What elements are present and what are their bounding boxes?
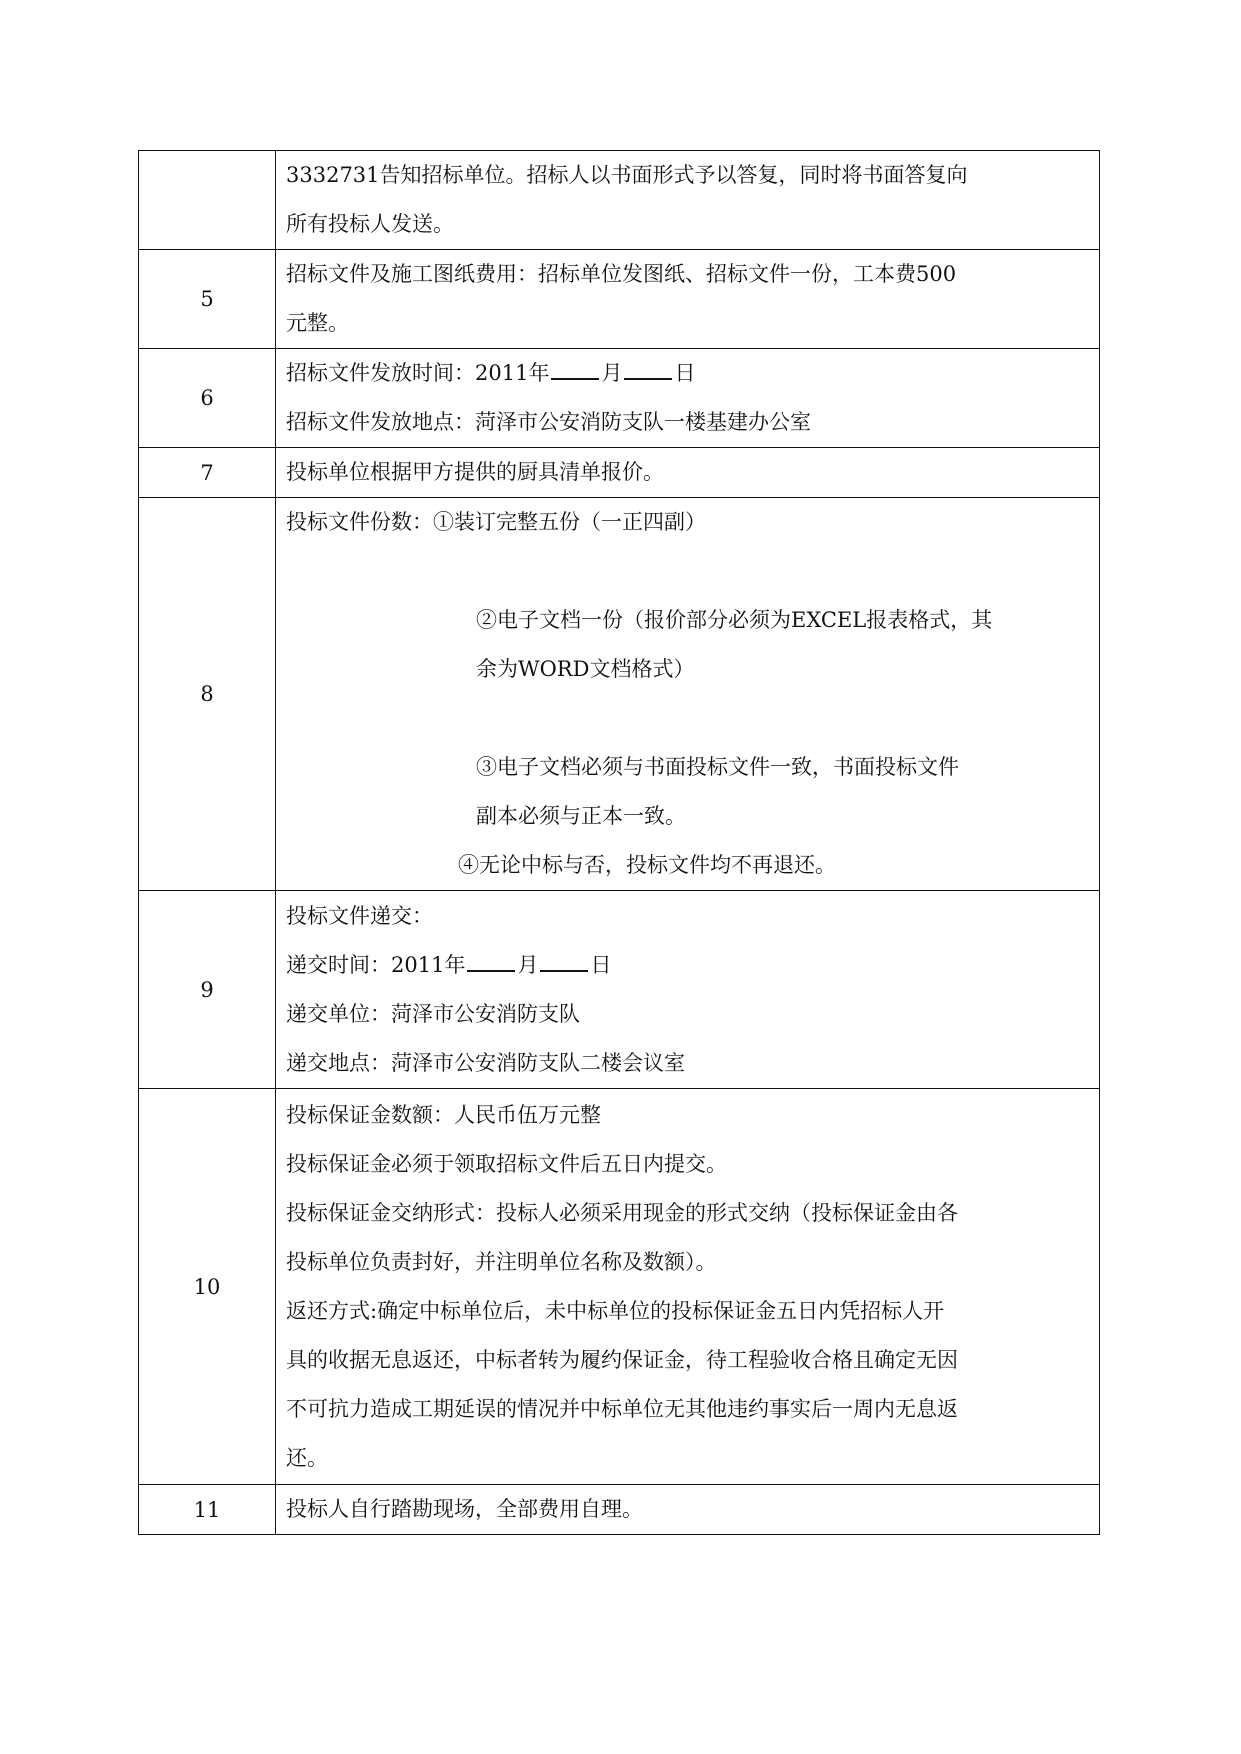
table-row <box>139 1485 1100 1535</box>
row-content <box>276 151 1100 250</box>
date-prefix: 递交时间：2011年 <box>286 952 466 977</box>
text-line: 具的收据无息返还，中标者转为履约保证金，待工程验收合格且确定无因 <box>286 1347 958 1372</box>
text-line: 招标文件发放地点：菏泽市公安消防支队一楼基建办公室 <box>286 410 811 434</box>
text-line: ④无论中标与否，投标文件均不再退还。 <box>458 853 836 877</box>
text-line: 副本必须与正本一致。 <box>476 804 686 828</box>
text-line: 还。 <box>286 1445 328 1470</box>
text-line: 递交地点：菏泽市公安消防支队二楼会议室 <box>286 1050 685 1075</box>
row-number: 10 <box>139 1089 276 1485</box>
text-line: 投标文件递交： <box>286 903 433 928</box>
month-blank <box>551 377 599 380</box>
table-row <box>139 349 1100 448</box>
text-line: 投标文件份数：①装订完整五份（一正四副） <box>286 510 706 534</box>
row-content <box>276 448 1100 498</box>
text-line: 投标人自行踏勘现场，全部费用自理。 <box>286 1497 643 1521</box>
text-line: 所有投标人发送。 <box>286 212 454 236</box>
text-line: 递交单位：菏泽市公安消防支队 <box>286 1001 580 1026</box>
table-row <box>139 498 1100 891</box>
row-content <box>276 891 1100 1089</box>
text-line: 元整。 <box>286 311 349 335</box>
submit-date-line <box>286 941 1089 990</box>
row-number: 11 <box>139 1485 276 1535</box>
row-content <box>276 1089 1100 1485</box>
row-number: 8 <box>139 498 276 891</box>
issue-date-line <box>286 349 1089 398</box>
table-row <box>139 151 1100 250</box>
text-line: 余为WORD文档格式） <box>476 657 695 681</box>
row-content <box>276 250 1100 349</box>
row-number <box>139 151 276 250</box>
spacer <box>286 547 1089 596</box>
row-number: 9 <box>139 891 276 1089</box>
text-line: 投标单位负责封好，并注明单位名称及数额）。 <box>286 1249 717 1274</box>
month-word: 月 <box>601 361 623 385</box>
month-blank <box>467 969 515 972</box>
text-line: 3332731告知招标单位。招标人以书面形式予以答复，同时将书面答复向 <box>286 163 968 187</box>
table-row <box>139 448 1100 498</box>
text-line: ②电子文档一份（报价部分必须为EXCEL报表格式，其 <box>476 608 993 632</box>
text-line: 投标保证金数额：人民币伍万元整 <box>286 1102 601 1127</box>
spacer <box>286 694 1089 743</box>
row-content <box>276 349 1100 448</box>
row-number: 7 <box>139 448 276 498</box>
text-line: ③电子文档必须与书面投标文件一致，书面投标文件 <box>476 755 959 779</box>
table-row <box>139 891 1100 1089</box>
row-number: 6 <box>139 349 276 448</box>
date-prefix: 招标文件发放时间：2011年 <box>286 361 550 385</box>
table-row <box>139 250 1100 349</box>
text-line: 投标保证金交纳形式：投标人必须采用现金的形式交纳（投标保证金由各 <box>286 1200 958 1225</box>
table-row <box>139 1089 1100 1485</box>
text-line: 不可抗力造成工期延误的情况并中标单位无其他违约事实后一周内无息返 <box>286 1396 958 1421</box>
text-line: 投标保证金必须于领取招标文件后五日内提交。 <box>286 1151 727 1176</box>
text-line: 投标单位根据甲方提供的厨具清单报价。 <box>286 460 664 484</box>
day-blank <box>540 969 588 972</box>
text-line: 招标文件及施工图纸费用：招标单位发图纸、招标文件一份，工本费500 <box>286 262 957 286</box>
day-blank <box>624 377 672 380</box>
row-content <box>276 498 1100 891</box>
day-word: 日 <box>590 952 612 977</box>
text-line: 返还方式:确定中标单位后，未中标单位的投标保证金五日内凭招标人开 <box>286 1298 945 1323</box>
day-word: 日 <box>674 361 696 385</box>
row-number: 5 <box>139 250 276 349</box>
tender-info-table <box>138 150 1100 1535</box>
row-content <box>276 1485 1100 1535</box>
month-word: 月 <box>517 952 539 977</box>
